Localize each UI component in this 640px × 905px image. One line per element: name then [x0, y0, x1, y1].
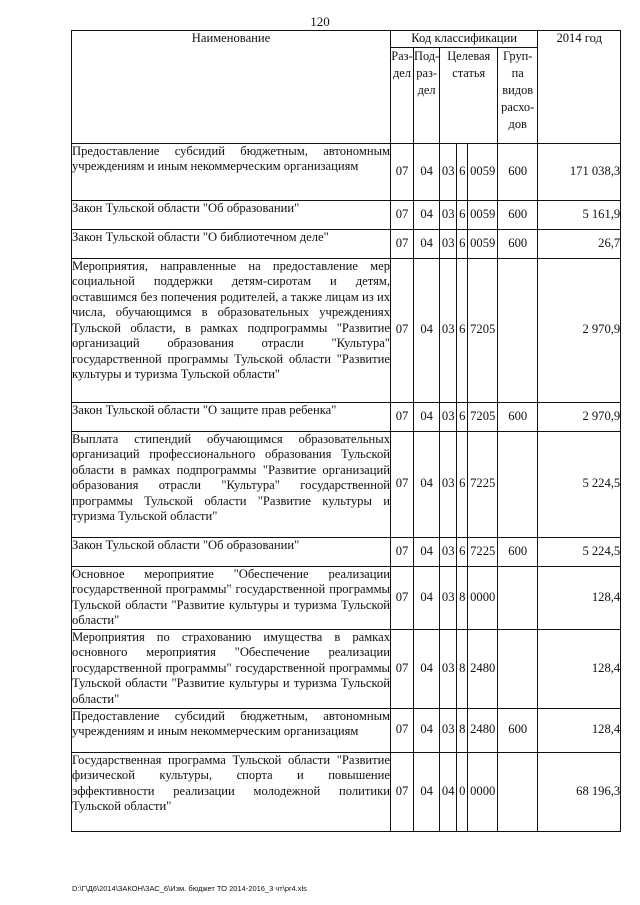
table-row	[72, 431, 621, 537]
row-name: Выплата стипендий обучающимся образовательных организаций профессионального образования Тульской области в рамках подпрограммы "Развитие организаций образования отрасли "Культура" государственной программы Тульской области "Развитие культуры и туризма Тульской области"	[72, 431, 391, 537]
header-year: 2014 год	[538, 31, 621, 144]
row-section: 07	[391, 431, 414, 537]
row-amount: 2 970,9	[538, 402, 621, 431]
header-row-top	[72, 31, 621, 48]
row-section: 07	[391, 537, 414, 566]
table-row	[72, 258, 621, 402]
row-name: Мероприятия по страхованию имущества в рамках основного мероприятия "Обеспечение реализации государственной программы" государственной программы Тульской области "Развитие культуры и туризма Тульской области"	[72, 629, 391, 708]
row-name: Закон Тульской области "Об образовании"	[72, 537, 391, 566]
table-body	[72, 143, 621, 831]
row-target-direction: 0000	[468, 566, 498, 629]
table-row	[72, 402, 621, 431]
row-section: 07	[391, 629, 414, 708]
row-amount: 26,7	[538, 229, 621, 258]
table-row	[72, 537, 621, 566]
row-target-subprogram: 6	[457, 431, 468, 537]
row-target-program: 03	[440, 629, 457, 708]
row-expense-group: 600	[498, 708, 538, 752]
table-row	[72, 752, 621, 831]
row-subsection: 04	[414, 629, 440, 708]
row-expense-group	[498, 752, 538, 831]
row-target-program: 03	[440, 537, 457, 566]
row-section: 07	[391, 752, 414, 831]
row-name: Закон Тульской области "О библиотечном деле"	[72, 229, 391, 258]
row-expense-group	[498, 258, 538, 402]
budget-table	[71, 30, 621, 832]
row-target-direction: 0000	[468, 752, 498, 831]
row-expense-group: 600	[498, 402, 538, 431]
row-section: 07	[391, 402, 414, 431]
row-target-subprogram: 8	[457, 708, 468, 752]
header-name: Наименование	[72, 31, 391, 144]
row-amount: 68 196,3	[538, 752, 621, 831]
row-target-subprogram: 6	[457, 200, 468, 229]
row-amount: 128,4	[538, 629, 621, 708]
row-name: Государственная программа Тульской области "Развитие физической культуры, спорта и повышение эффективности реализации молодежной политики Тульской области"	[72, 752, 391, 831]
row-target-subprogram: 6	[457, 229, 468, 258]
row-amount: 128,4	[538, 708, 621, 752]
row-expense-group: 600	[498, 537, 538, 566]
page-number: 120	[310, 14, 330, 29]
row-target-direction: 0059	[468, 229, 498, 258]
header-section: Раз- дел	[391, 47, 414, 143]
row-target-program: 03	[440, 258, 457, 402]
row-amount: 2 970,9	[538, 258, 621, 402]
row-target-program: 03	[440, 431, 457, 537]
row-expense-group	[498, 431, 538, 537]
row-subsection: 04	[414, 143, 440, 200]
row-section: 07	[391, 229, 414, 258]
row-target-program: 03	[440, 402, 457, 431]
row-target-direction: 7205	[468, 258, 498, 402]
row-expense-group: 600	[498, 229, 538, 258]
row-subsection: 04	[414, 431, 440, 537]
row-expense-group	[498, 629, 538, 708]
row-target-direction: 7225	[468, 431, 498, 537]
table-row	[72, 200, 621, 229]
row-amount: 171 038,3	[538, 143, 621, 200]
row-target-direction: 0059	[468, 143, 498, 200]
row-target-subprogram: 0	[457, 752, 468, 831]
row-target-direction: 7205	[468, 402, 498, 431]
row-amount: 128,4	[538, 566, 621, 629]
row-name: Закон Тульской области "О защите прав ребенка"	[72, 402, 391, 431]
row-target-subprogram: 6	[457, 143, 468, 200]
header-subsection: Под- раз- дел	[414, 47, 440, 143]
row-expense-group	[498, 566, 538, 629]
table-row	[72, 143, 621, 200]
row-subsection: 04	[414, 752, 440, 831]
row-expense-group: 600	[498, 143, 538, 200]
header-classification: Код классификации	[391, 31, 538, 48]
row-target-program: 04	[440, 752, 457, 831]
row-section: 07	[391, 708, 414, 752]
row-subsection: 04	[414, 537, 440, 566]
row-target-program: 03	[440, 566, 457, 629]
row-name: Предоставление субсидий бюджетным, автономным учреждениям и иным некоммерческим организациям	[72, 708, 391, 752]
table-row	[72, 629, 621, 708]
table-row	[72, 566, 621, 629]
row-section: 07	[391, 200, 414, 229]
row-target-subprogram: 8	[457, 629, 468, 708]
row-target-subprogram: 6	[457, 537, 468, 566]
row-target-direction: 7225	[468, 537, 498, 566]
row-subsection: 04	[414, 566, 440, 629]
row-target-subprogram: 6	[457, 258, 468, 402]
row-amount: 5 224,5	[538, 431, 621, 537]
row-target-program: 03	[440, 200, 457, 229]
file-path-footer: D:\Г\Д6\2014\ЗАКОН\ЗАС_6\Изм. бюджет ТО 2014-2016_3 чт\pr4.xls	[72, 884, 307, 893]
table-row	[72, 708, 621, 752]
row-expense-group: 600	[498, 200, 538, 229]
table-row	[72, 229, 621, 258]
row-target-program: 03	[440, 708, 457, 752]
row-target-program: 03	[440, 229, 457, 258]
row-section: 07	[391, 258, 414, 402]
row-target-subprogram: 6	[457, 402, 468, 431]
row-name: Мероприятия, направленные на предоставление мер социальной поддержки детям-сиротам и детям, оставшимся без попечения родителей, а также лицам из их числа, обучающимся в образовательных учреждениях Тульской области, в рамках подпрограммы "Развитие организаций образования отрасли "Культура" государственной программы Тульской области "Развитие культуры и туризма Тульской области"	[72, 258, 391, 402]
row-target-direction: 2480	[468, 629, 498, 708]
row-section: 07	[391, 566, 414, 629]
row-subsection: 04	[414, 402, 440, 431]
row-name: Основное мероприятие "Обеспечение реализации государственной программы" государственной программы Тульской области "Развитие культуры и туризма Тульской области"	[72, 566, 390, 627]
row-name: Предоставление субсидий бюджетным, автономным учреждениям и иным некоммерческим организациям	[72, 143, 391, 200]
row-name: Закон Тульской области "Об образовании"	[72, 200, 391, 229]
row-subsection: 04	[414, 229, 440, 258]
row-subsection: 04	[414, 200, 440, 229]
row-amount: 5 161,9	[538, 200, 621, 229]
header-group: Груп- па видов расхо- дов	[498, 47, 538, 143]
row-subsection: 04	[414, 708, 440, 752]
row-amount: 5 224,5	[538, 537, 621, 566]
header-target: Целевая статья	[440, 47, 498, 143]
row-target-direction: 0059	[468, 200, 498, 229]
row-subsection: 04	[414, 258, 440, 402]
row-section: 07	[391, 143, 414, 200]
row-target-subprogram: 8	[457, 566, 468, 629]
row-target-direction: 2480	[468, 708, 498, 752]
row-target-program: 03	[440, 143, 457, 200]
